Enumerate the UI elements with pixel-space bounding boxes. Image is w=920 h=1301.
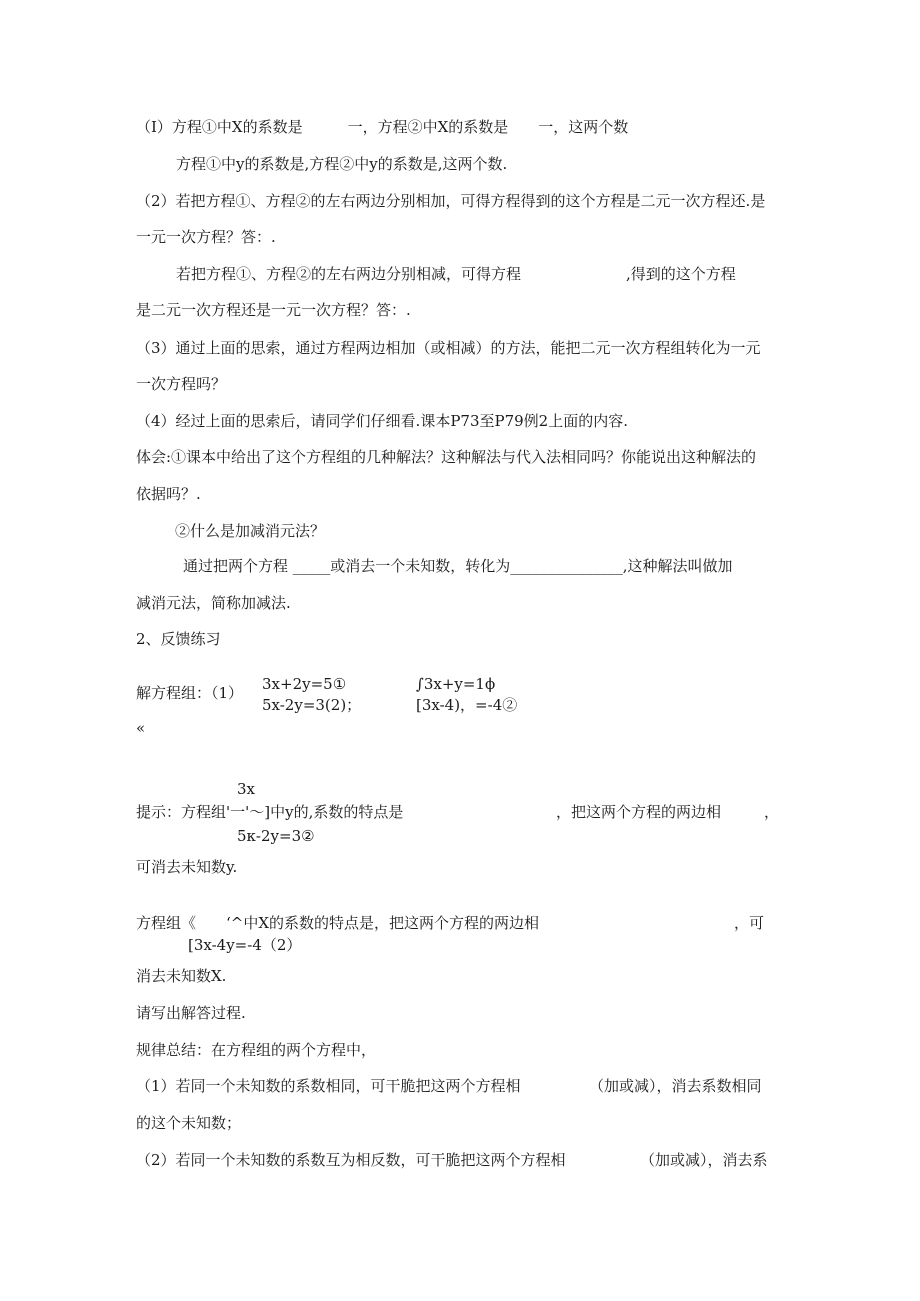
question-1-line-1: （I）方程①中X的系数是 一，方程②中X的系数是 一，这两个数 — [136, 118, 629, 136]
question-2-line-1: （2）若把方程①、方程②的左右两边分别相加，可得方程得到的这个方程是二元一次方程还.是 — [136, 192, 766, 210]
hint-line-1-end: ， — [764, 803, 780, 821]
summary-heading: 规律总结：在方程组的两个方程中， — [136, 1041, 377, 1059]
definition-line-1: 通过把两个方程 _____或消去一个未知数，转化为_______________,这种解法叫做加 — [183, 557, 733, 575]
summary-rule-2b: （加或减），消去系 — [640, 1151, 768, 1169]
summary-rule-1b: （加或减），消去系数相同 — [589, 1077, 762, 1095]
question-2-line-4: 是二元一次方程还是一元一次方程？答：. — [136, 301, 411, 319]
equation-2a: ∫3x+y=1ϕ — [416, 675, 496, 693]
reflection-line-2: 依据吗？. — [136, 485, 201, 503]
question-3-line-2: 一次方程吗？ — [136, 375, 227, 393]
hint-line-1-mid: ，把这两个方程的两边相 — [556, 803, 722, 821]
equation-2b: [3x-4)，=-4② — [416, 696, 518, 714]
equation-1a: 3x+2y=5① — [262, 675, 347, 693]
hint-x-line-2: 消去未知数X. — [136, 967, 227, 985]
question-2-line-3: 若把方程①、方程②的左右两边分别相减，可得方程 ,得到的这个方程 — [176, 265, 736, 283]
question-2-line-2: 一元一次方程？答：. — [136, 228, 276, 246]
hint-x-line-1: 方程组《 ‘^中X的系数的特点是，把这两个方程的两边相 — [136, 914, 540, 932]
summary-rule-2a: （2）若同一个未知数的系数互为相反数，可干脆把这两个方程相 — [136, 1151, 566, 1169]
summary-rule-1-cont: 的这个未知数； — [136, 1114, 242, 1132]
equation-1b: 5x-2y=3(2)； — [262, 696, 362, 714]
question-3-line-1: （3）通过上面的思索，通过方程两边相加（或相减）的方法，能把二元一次方程组转化为一元 — [136, 339, 761, 357]
hint-line-2: 可消去未知数y. — [136, 858, 238, 876]
section-heading-feedback: 2、反馈练习 — [136, 630, 221, 648]
hint-equation-top: 3x — [237, 780, 256, 798]
brace-glyph: « — [136, 719, 146, 737]
instruction-line: 请写出解答过程. — [136, 1004, 246, 1022]
exercise-label: 解方程组：（1） — [136, 684, 244, 702]
hint-x-line-1-end: ，可 — [734, 914, 765, 932]
definition-line-2: 减消元法，简称加减法. — [136, 594, 291, 612]
reflection-line-1: 体会:①课本中给出了这个方程组的几种解法？这种解法与代入法相同吗？你能说出这种解法的 — [136, 448, 757, 466]
hint-equation-bottom: 5κ-2y=3② — [237, 827, 315, 845]
summary-rule-1a: （1）若同一个未知数的系数相同，可干脆把这两个方程相 — [136, 1077, 521, 1095]
question-1-line-2: 方程①中y的系数是,方程②中y的系数是,这两个数. — [176, 155, 508, 173]
hint-line-1: 提示：方程组'一'～]中y的,系数的特点是 — [136, 803, 404, 821]
hint-x-equation: [3x-4y=-4（2） — [188, 936, 302, 954]
reflection-question-2: ②什么是加减消元法？ — [175, 522, 326, 540]
question-4-line: （4）经过上面的思索后，请同学们仔细看.课本P73至P79例2上面的内容. — [136, 412, 628, 430]
